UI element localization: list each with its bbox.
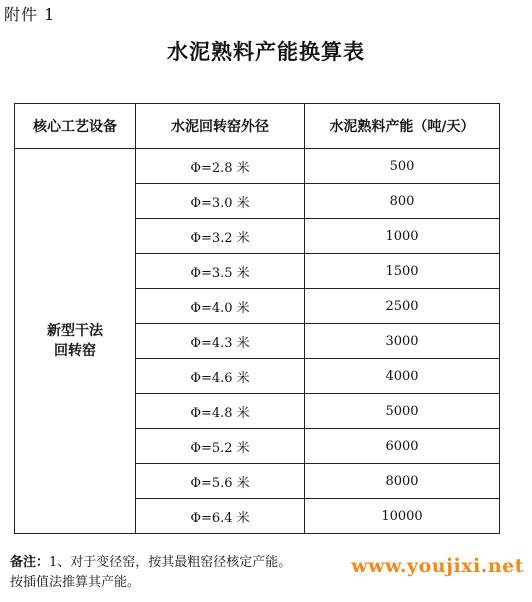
column-header-capacity: 水泥熟料产能（吨/天） xyxy=(305,104,500,149)
diameter-cell: Φ=4.0 米 xyxy=(136,289,305,324)
footnote-line-1: 1、对于变径窑，按其最粗窑径核定产能。 xyxy=(49,555,292,570)
column-header-equipment: 核心工艺设备 xyxy=(15,104,136,149)
capacity-cell: 500 xyxy=(305,149,500,184)
capacity-cell: 8000 xyxy=(305,464,500,499)
page-title: 水泥熟料产能换算表 xyxy=(167,39,365,64)
diameter-cell: Φ=3.5 米 xyxy=(136,254,305,289)
capacity-cell: 2500 xyxy=(305,289,500,324)
column-header-diameter: 水泥回转窑外径 xyxy=(136,104,305,149)
table-header-row xyxy=(15,104,500,149)
capacity-cell: 1000 xyxy=(305,219,500,254)
watermark xyxy=(339,549,532,583)
footnote-line-2: 按插值法推算其产能。 xyxy=(10,575,141,590)
capacity-cell: 1500 xyxy=(305,254,500,289)
equipment-line: 回转窑 xyxy=(54,343,96,359)
capacity-cell: 3000 xyxy=(305,324,500,359)
diameter-cell: Φ=5.2 米 xyxy=(136,429,305,464)
table-row xyxy=(15,149,500,184)
capacity-cell: 6000 xyxy=(305,429,500,464)
diameter-cell: Φ=2.8 米 xyxy=(136,149,305,184)
footnote xyxy=(10,553,330,593)
capacity-cell: 4000 xyxy=(305,359,500,394)
footnote-label: 备注： xyxy=(10,555,50,570)
watermark-text: www.youjixi.net xyxy=(351,555,524,577)
capacity-cell: 10000 xyxy=(305,499,500,534)
capacity-cell: 800 xyxy=(305,184,500,219)
equipment-line: 新型干法 xyxy=(47,323,103,339)
diameter-cell: Φ=4.3 米 xyxy=(136,324,305,359)
diameter-cell: Φ=5.6 米 xyxy=(136,464,305,499)
diameter-cell: Φ=3.0 米 xyxy=(136,184,305,219)
diameter-cell: Φ=4.6 米 xyxy=(136,359,305,394)
diameter-cell: Φ=6.4 米 xyxy=(136,499,305,534)
diameter-cell: Φ=4.8 米 xyxy=(136,394,305,429)
capacity-table xyxy=(14,103,500,534)
attachment-label: 附件 1 xyxy=(4,5,56,24)
capacity-cell: 5000 xyxy=(305,394,500,429)
equipment-cell xyxy=(15,149,136,534)
diameter-cell: Φ=3.2 米 xyxy=(136,219,305,254)
